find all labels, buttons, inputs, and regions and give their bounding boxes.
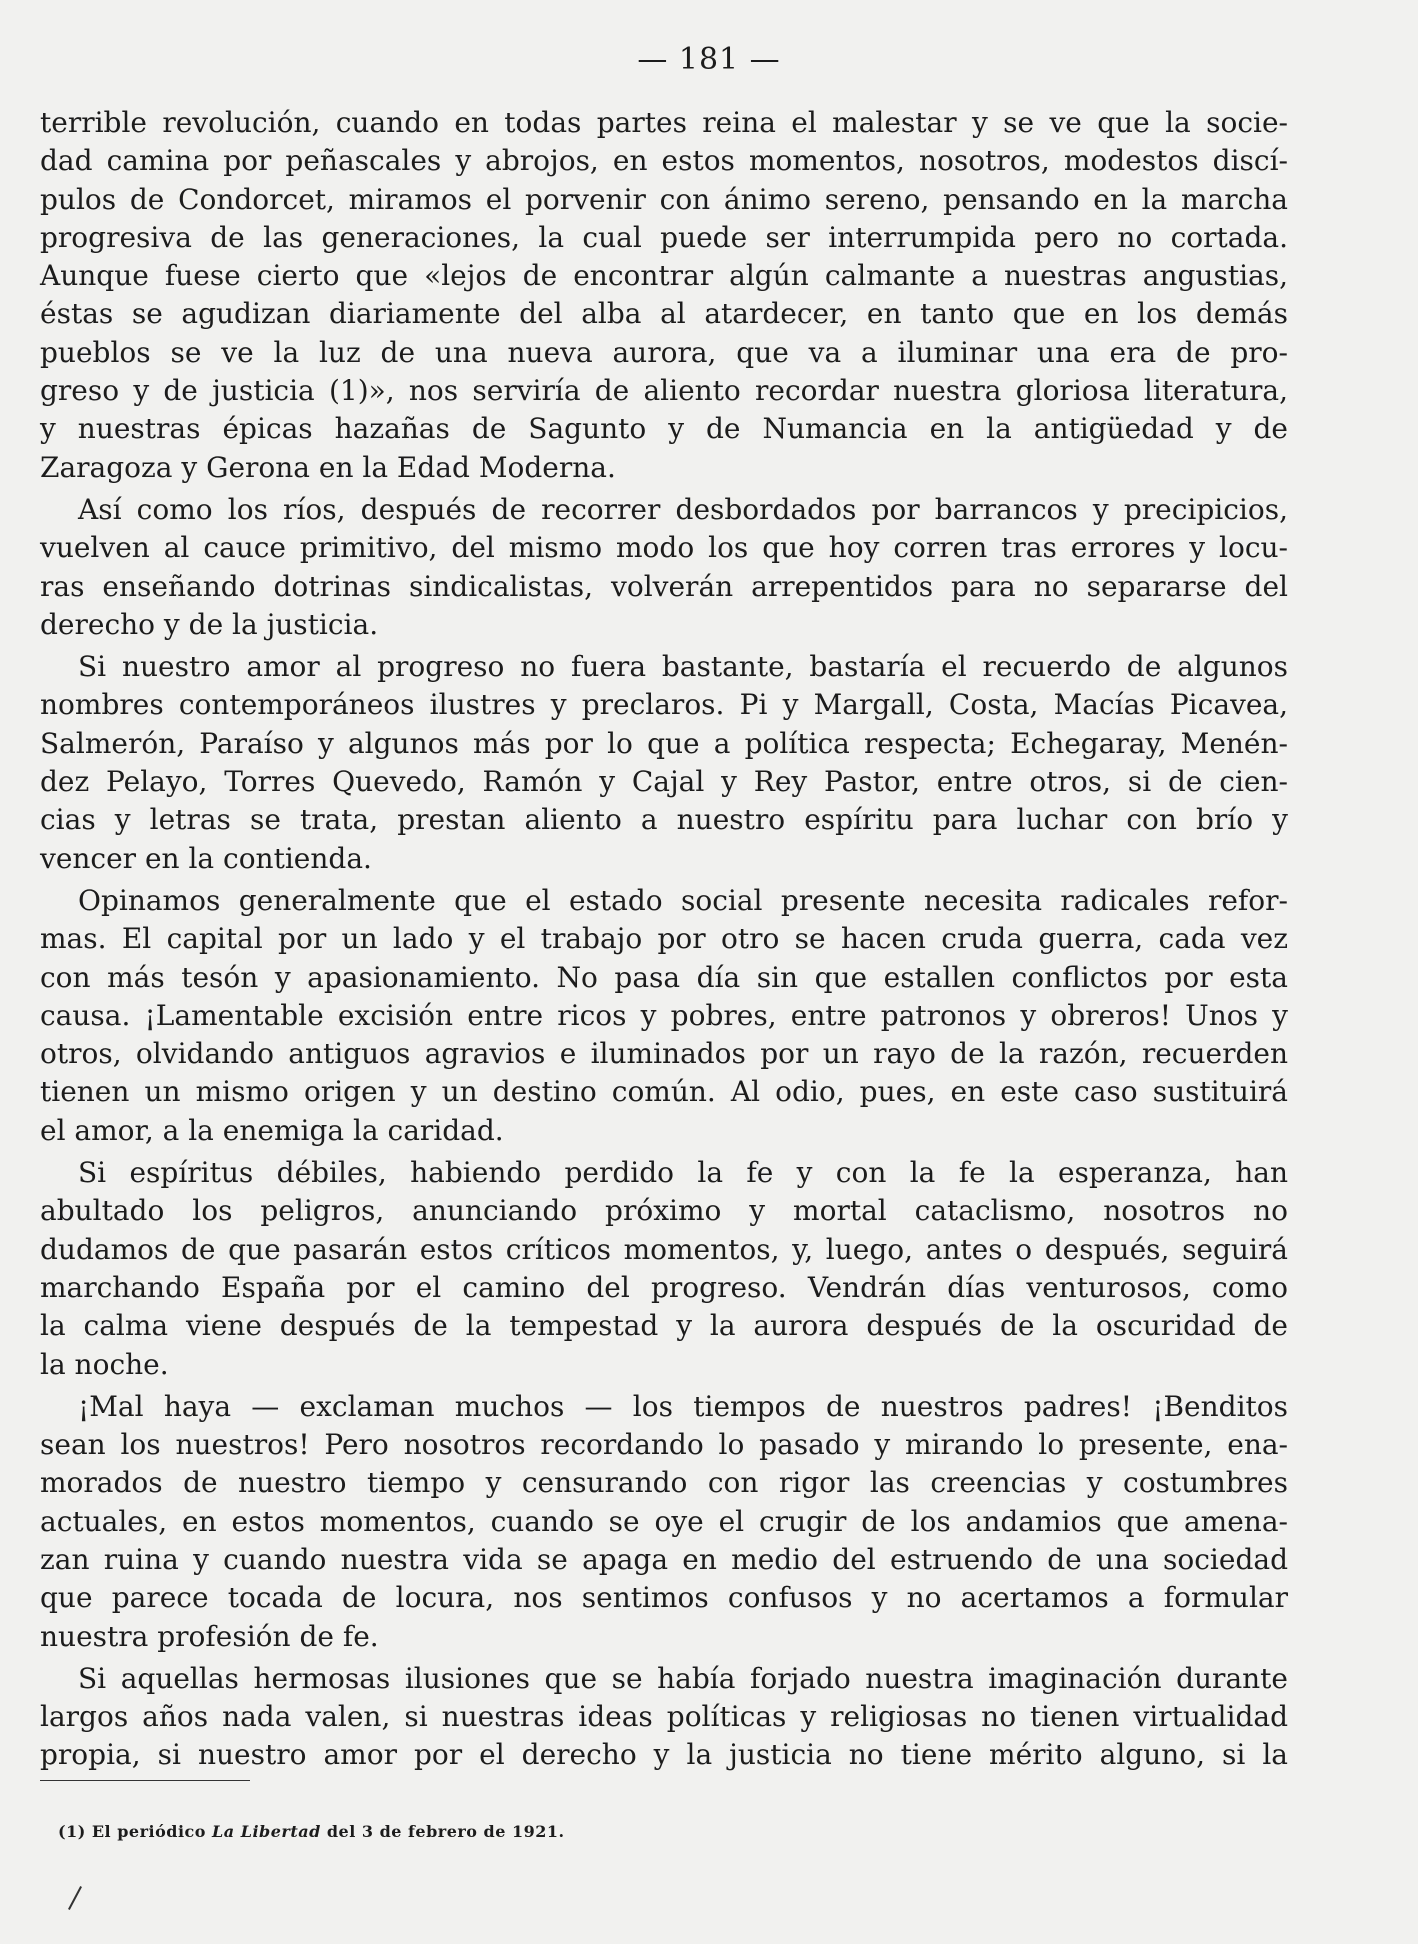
paragraph-1-line-4: progresiva de las generaciones, la cual puede ser interrumpida pero no cortada. (40, 220, 1288, 254)
paragraph-2-line-3: ras enseñando dotrinas sindicalistas, volverán arrepentidos para no separarse del (40, 569, 1288, 603)
paragraph-6-line-7: nuestra profesión de fe. (40, 1619, 379, 1653)
paragraph-6-line-6: que parece tocada de locura, nos sentimos confusos y no acertamos a formular (40, 1581, 1288, 1615)
paragraph-1-line-9: y nuestras épicas hazañas de Sagunto y de Numancia en la antigüedad y de (40, 412, 1288, 446)
paragraph-4-line-2: mas. El capital por un lado y el trabajo por otro se hacen cruda guerra, cada vez (40, 922, 1288, 956)
paragraph-5-line-3: dudamos de que pasarán estos críticos momentos, y, luego, antes o después, seguirá (40, 1232, 1288, 1266)
paragraph-1-line-10: Zaragoza y Gerona en la Edad Moderna. (40, 450, 616, 484)
paragraph-6-line-5: zan ruina y cuando nuestra vida se apaga en medio del estruendo de una sociedad (40, 1542, 1288, 1576)
paragraph-1-line-7: pueblos se ve la luz de una nueva aurora, que va a iluminar una era de pro- (40, 335, 1288, 369)
paragraph-2-line-4: derecho y de la justicia. (40, 607, 379, 641)
paragraph-2-line-2: vuelven al cauce primitivo, del mismo modo los que hoy corren tras errores y locu- (40, 531, 1288, 565)
paragraph-1-line-2: dad camina por peñascales y abrojos, en estos momentos, nosotros, modestos discí- (40, 144, 1288, 178)
footnote-marker: (1) (58, 1822, 86, 1841)
page-number: — 181 — (637, 42, 781, 77)
paragraph-3-line-1: Si nuestro amor al progreso no fuera bastante, bastaría el recuerdo de algunos (78, 650, 1288, 684)
body-text (40, 104, 1288, 1775)
paragraph-7-line-1: Si aquellas hermosas ilusiones que se había forjado nuestra imaginación durante (78, 1661, 1288, 1695)
paragraph-4-line-1: Opinamos generalmente que el estado social presente necesita radicales refor- (78, 883, 1288, 917)
paragraph-7-line-2: largos años nada valen, si nuestras ideas políticas y religiosas no tienen virtualidad (40, 1700, 1288, 1734)
paragraph-3-line-2: nombres contemporáneos ilustres y preclaros. Pi y Margall, Costa, Macías Picavea, (40, 688, 1288, 722)
paragraph-4-line-5: otros, olvidando antiguos agravios e iluminados por un rayo de la razón, recuerden (40, 1037, 1288, 1071)
paragraph-5-line-5: la calma viene después de la tempestad y la aurora después de la oscuridad de (40, 1309, 1288, 1343)
footnote-text-after: del 3 de febrero de 1921. (326, 1822, 565, 1841)
paragraph-6-line-3: morados de nuestro tiempo y censurando con rigor las creencias y costumbres (40, 1466, 1288, 1500)
footnote-text-before: El periódico (91, 1822, 206, 1841)
footnote-divider (40, 1780, 250, 1781)
paragraph-1-line-1: terrible revolución, cuando en todas partes reina el malestar y se ve que la socie- (40, 106, 1288, 139)
paragraph-1-line-3: pulos de Condorcet, miramos el porvenir con ánimo sereno, pensando en la marcha (40, 182, 1288, 216)
paragraph-4-line-6: tienen un mismo origen y un destino común. Al odio, pues, en este caso sustituirá (40, 1075, 1288, 1109)
paragraph-6-line-1: ¡Mal haya — exclaman muchos — los tiempos de nuestros padres! ¡Benditos (78, 1389, 1288, 1423)
paragraph-6-line-2: sean los nuestros! Pero nosotros recordando lo pasado y mirando lo presente, ena- (40, 1428, 1288, 1462)
paragraph-1-line-5: Aunque fuese cierto que «lejos de encontrar algún calmante a nuestras angustias, (40, 259, 1288, 293)
paragraph-5-line-2: abultado los peligros, anunciando próximo y mortal cataclismo, nosotros no (40, 1194, 1288, 1228)
paragraph-3-line-4: dez Pelayo, Torres Quevedo, Ramón y Cajal y Rey Pastor, entre otros, si de cien- (40, 765, 1288, 799)
footnote-title: La Libertad (212, 1822, 321, 1841)
paragraph-5-line-1: Si espíritus débiles, habiendo perdido la fe y con la fe la esperanza, han (78, 1156, 1288, 1190)
paragraph-2-line-1: Así como los ríos, después de recorrer desbordados por barrancos y precipicios, (78, 492, 1288, 526)
stray-pen-mark (68, 1886, 82, 1910)
paragraph-4-line-3: con más tesón y apasionamiento. No pasa día sin que estallen conflictos por esta (40, 960, 1288, 994)
paragraph-3-line-5: cias y letras se trata, prestan aliento a nuestro espíritu para luchar con brío y (40, 803, 1288, 837)
paragraph-3-line-6: vencer en la contienda. (40, 841, 372, 875)
paragraph-5-line-6: la noche. (40, 1347, 169, 1381)
paragraph-4-line-4: causa. ¡Lamentable excisión entre ricos y pobres, entre patronos y obreros! Unos y (40, 998, 1288, 1032)
footnote (58, 1822, 565, 1841)
paragraph-6-line-4: actuales, en estos momentos, cuando se oye el crugir de los andamios que amena- (40, 1504, 1288, 1538)
paragraph-5-line-4: marchando España por el camino del progreso. Vendrán días venturosos, como (40, 1270, 1288, 1304)
paragraph-4-line-7: el amor, a la enemiga la caridad. (40, 1113, 504, 1147)
paragraph-1-line-6: éstas se agudizan diariamente del alba al atardecer, en tanto que en los demás (40, 297, 1288, 331)
paragraph-3-line-3: Salmerón, Paraíso y algunos más por lo que a política respecta; Echegaray, Menén- (40, 726, 1288, 760)
paragraph-7-line-3: propia, si nuestro amor por el derecho y la justicia no tiene mérito alguno, si la (40, 1738, 1288, 1772)
paragraph-1-line-8: greso y de justicia (1)», nos serviría de aliento recordar nuestra gloriosa literatura, (40, 374, 1288, 408)
